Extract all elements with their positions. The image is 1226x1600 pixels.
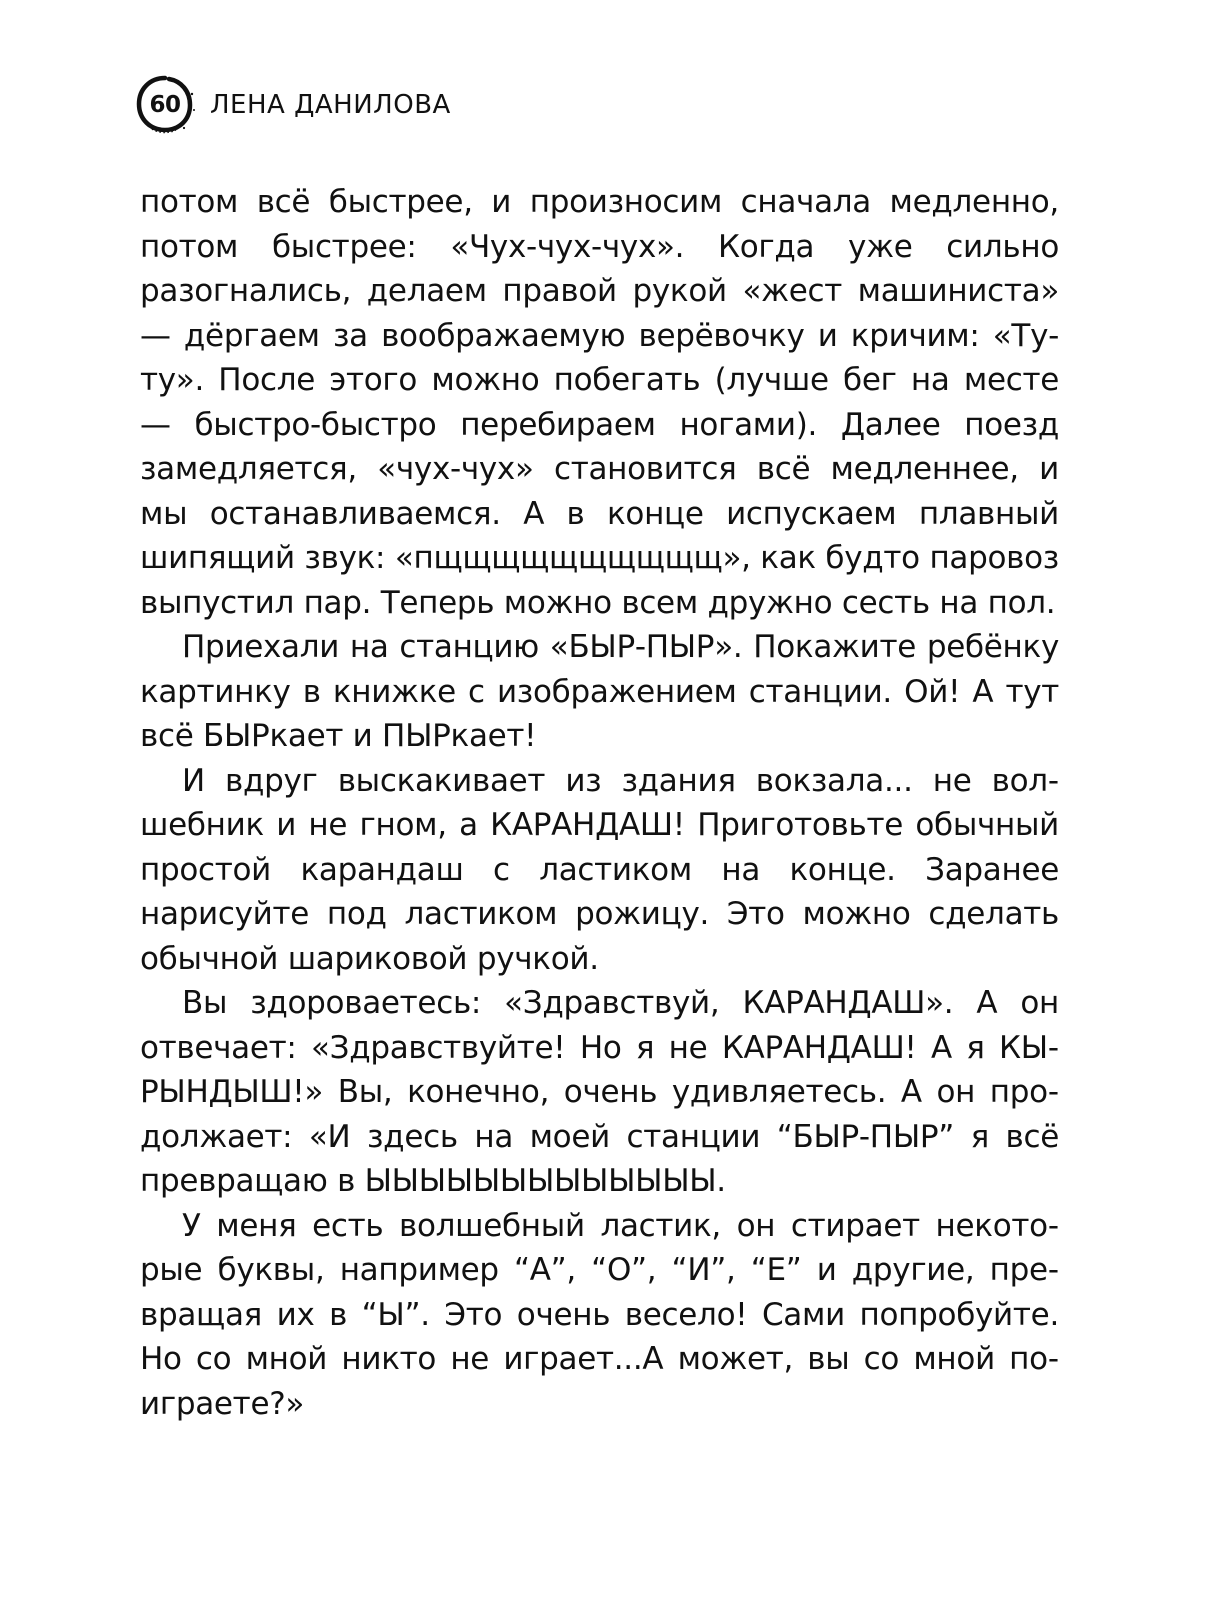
paragraph: У меня есть волшебный ластик, он стирает некоторые буквы, например “А”, “О”, “И”, “Е” и другие, превращая их в “Ы”. Это очень весело! Сами попробуйте. Но со мной никто не играет...А может, вы со мной поиграете?» [140,1207,1059,1422]
paragraph: потом всё быстрее, и произносим сначала медленно, потом быстрее: «Чух-чух-чух». Когда уже сильно разогнались, делаем правой рукой «жест машиниста» — дёргаем за воображаемую верёвочку и кричим: «Ту-ту». После этого можно побегать (лучше бег на месте — быстро-быстро перебираем ногами). Далее поезд замедляется, «чух-чух» становится всё медленнее, и мы останавливаемся. А в конце испускаем плавный шипящий звук: «пщщщщщщщщщщ», как будто паровоз выпустил пар. Теперь можно всем дружно сесть на пол. [140,184,1059,621]
running-head [132,70,451,140]
author-name: ЛЕНА ДАНИЛОВА [210,90,451,120]
paragraph: Приехали на станцию «БЫР-ПЫР». Покажите ребёнку картинку в книжке с изображением станции. Ой! А тут всё БЫРкает и ПЫРкает! [140,629,1059,754]
page-number: 60 [149,92,181,118]
paragraph: Вы здороваетесь: «Здравствуй, КАРАНДАШ». А он отвечает: «Здравствуйте! Но я не КАРАНДАШ! А я КЫРЫНДЫШ!» Вы, конечно, очень удивляетесь. А он продолжает: «И здесь на моей станции “БЫР-ПЫР” я всё превращаю в ЫЫЫЫЫЫЫЫЫЫЫЫЫ. [140,985,1059,1199]
page-number-badge [132,72,198,138]
paragraph: И вдруг выскакивает из здания вокзала... не волшебник и не гном, а КАРАНДАШ! Приготовьте обычный простой карандаш с ластиком на конце. Заранее нарисуйте под ластиком рожицу. Это можно сделать обычной шариковой ручкой. [140,762,1059,977]
body-text [140,180,1059,1426]
